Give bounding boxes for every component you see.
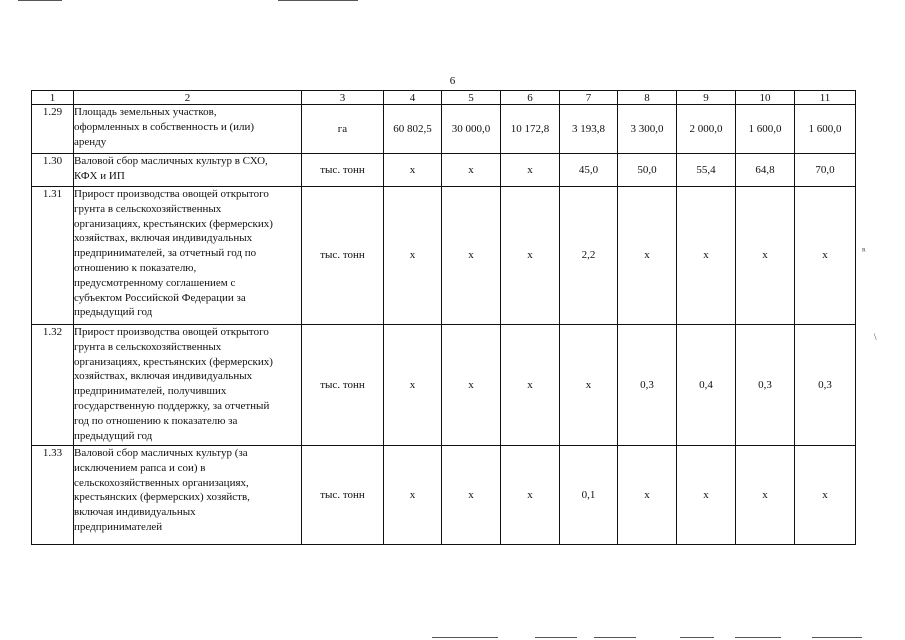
value-cell: 70,0 xyxy=(795,154,856,187)
value-cell: 60 802,5 xyxy=(384,105,442,154)
table-row xyxy=(32,154,856,187)
name-line: грунта в сельскохозяйственных xyxy=(74,202,222,215)
name-line: Валовой сбор масличных культур в СХО, xyxy=(74,155,268,167)
indicator-name xyxy=(74,325,302,446)
table-header-row xyxy=(32,91,856,105)
value-cell: x xyxy=(384,446,442,545)
value-cell: 30 000,0 xyxy=(442,105,501,154)
value-cell: x xyxy=(501,325,560,446)
value-cell: 10 172,8 xyxy=(501,105,560,154)
scan-mark-bottom-2 xyxy=(535,637,577,638)
value-cell: 0,1 xyxy=(560,446,618,545)
column-header: 2 xyxy=(74,91,302,105)
name-line: Площадь земельных участков, xyxy=(74,106,217,118)
value-cell: x xyxy=(618,187,677,325)
column-header: 5 xyxy=(442,91,501,105)
value-cell: x xyxy=(384,154,442,187)
table-row xyxy=(32,105,856,154)
name-line: грунта в сельскохозяйственных xyxy=(74,340,222,353)
value-cell: 1 600,0 xyxy=(736,105,795,154)
name-line: год по отношению к показателю за xyxy=(74,414,238,427)
row-number: 1.33 xyxy=(32,446,74,545)
value-cell: 1 600,0 xyxy=(795,105,856,154)
table-row xyxy=(32,187,856,325)
column-header: 1 xyxy=(32,91,74,105)
scan-mark-bottom-5 xyxy=(735,637,781,638)
table-row xyxy=(32,325,856,446)
scan-speck-right-lower: \ xyxy=(874,332,877,342)
value-cell: 2,2 xyxy=(560,187,618,325)
name-line: субъектом Российской Федерации за xyxy=(74,291,246,304)
value-cell: 3 300,0 xyxy=(618,105,677,154)
value-cell: 0,3 xyxy=(618,325,677,446)
row-number: 1.31 xyxy=(32,187,74,325)
name-line: организациях, крестьянских (фермерских) xyxy=(74,217,273,230)
indicator-name xyxy=(74,105,302,154)
value-cell: x xyxy=(384,187,442,325)
column-header: 3 xyxy=(302,91,384,105)
name-line: Прирост производства овощей открытого xyxy=(74,326,269,338)
unit-cell: тыс. тонн xyxy=(302,187,384,325)
row-number: 1.30 xyxy=(32,154,74,187)
value-cell: 45,0 xyxy=(560,154,618,187)
name-line: включая индивидуальных xyxy=(74,506,196,519)
name-line: Валовой сбор масличных культур (за xyxy=(74,447,248,459)
row-number: 1.32 xyxy=(32,325,74,446)
name-line: Прирост производства овощей открытого xyxy=(74,188,269,200)
scan-mark-bottom-4 xyxy=(680,637,714,638)
value-cell: x xyxy=(795,187,856,325)
name-line: предусмотренному соглашением с xyxy=(74,276,236,289)
column-header: 9 xyxy=(677,91,736,105)
table-row xyxy=(32,446,856,545)
unit-cell: га xyxy=(302,105,384,154)
name-line: сельскохозяйственных организациях, xyxy=(74,476,249,489)
name-line: предпринимателей, получивших xyxy=(74,385,227,398)
value-cell: 64,8 xyxy=(736,154,795,187)
name-line: предыдущий год xyxy=(74,306,153,319)
value-cell: x xyxy=(677,187,736,325)
value-cell: x xyxy=(501,446,560,545)
value-cell: 2 000,0 xyxy=(677,105,736,154)
scan-speck-right-upper: ᴿ xyxy=(862,246,866,256)
name-line: исключением рапса и сои) в xyxy=(74,461,206,474)
value-cell: x xyxy=(618,446,677,545)
unit-cell: тыс. тонн xyxy=(302,446,384,545)
value-cell: 0,4 xyxy=(677,325,736,446)
column-header: 8 xyxy=(618,91,677,105)
name-line: крестьянских (фермерских) хозяйств, xyxy=(74,491,250,504)
scan-mark-bottom-3 xyxy=(594,637,636,638)
name-line: хозяйствах, включая индивидуальных xyxy=(74,370,253,383)
value-cell: 3 193,8 xyxy=(560,105,618,154)
value-cell: x xyxy=(677,446,736,545)
value-cell: 0,3 xyxy=(736,325,795,446)
column-header: 7 xyxy=(560,91,618,105)
value-cell: x xyxy=(795,446,856,545)
value-cell: x xyxy=(384,325,442,446)
value-cell: x xyxy=(442,446,501,545)
column-header: 6 xyxy=(501,91,560,105)
value-cell: x xyxy=(501,187,560,325)
indicators-table xyxy=(31,90,856,545)
value-cell: x xyxy=(560,325,618,446)
indicator-name xyxy=(74,187,302,325)
scan-mark-top-center xyxy=(278,0,358,1)
unit-cell: тыс. тонн xyxy=(302,325,384,446)
name-line: организациях, крестьянских (фермерских) xyxy=(74,355,273,368)
value-cell: x xyxy=(736,446,795,545)
name-line: предыдущий год xyxy=(74,429,153,442)
name-line: хозяйствах, включая индивидуальных xyxy=(74,232,253,245)
scan-mark-bottom-1 xyxy=(432,637,498,638)
row-number: 1.29 xyxy=(32,105,74,154)
name-line: государственную поддержку, за отчетный xyxy=(74,399,270,412)
value-cell: 55,4 xyxy=(677,154,736,187)
name-line: предпринимателей xyxy=(74,520,163,533)
column-header: 11 xyxy=(795,91,856,105)
column-header: 10 xyxy=(736,91,795,105)
value-cell: x xyxy=(442,154,501,187)
unit-cell: тыс. тонн xyxy=(302,154,384,187)
page-number: 6 xyxy=(449,75,456,87)
column-header: 4 xyxy=(384,91,442,105)
scan-mark-top-left xyxy=(18,0,62,1)
value-cell: x xyxy=(442,187,501,325)
value-cell: x xyxy=(736,187,795,325)
value-cell: x xyxy=(442,325,501,446)
value-cell: 50,0 xyxy=(618,154,677,187)
value-cell: 0,3 xyxy=(795,325,856,446)
scan-mark-bottom-6 xyxy=(812,637,862,638)
name-line: КФХ и ИП xyxy=(74,169,125,182)
value-cell: x xyxy=(501,154,560,187)
name-line: предпринимателей, за отчетный год по xyxy=(74,247,257,260)
indicator-name xyxy=(74,154,302,187)
name-line: отношению к показателю, xyxy=(74,261,197,274)
name-line: оформленных в собственность и (или) xyxy=(74,120,255,133)
indicator-name xyxy=(74,446,302,545)
name-line: аренду xyxy=(74,135,107,148)
